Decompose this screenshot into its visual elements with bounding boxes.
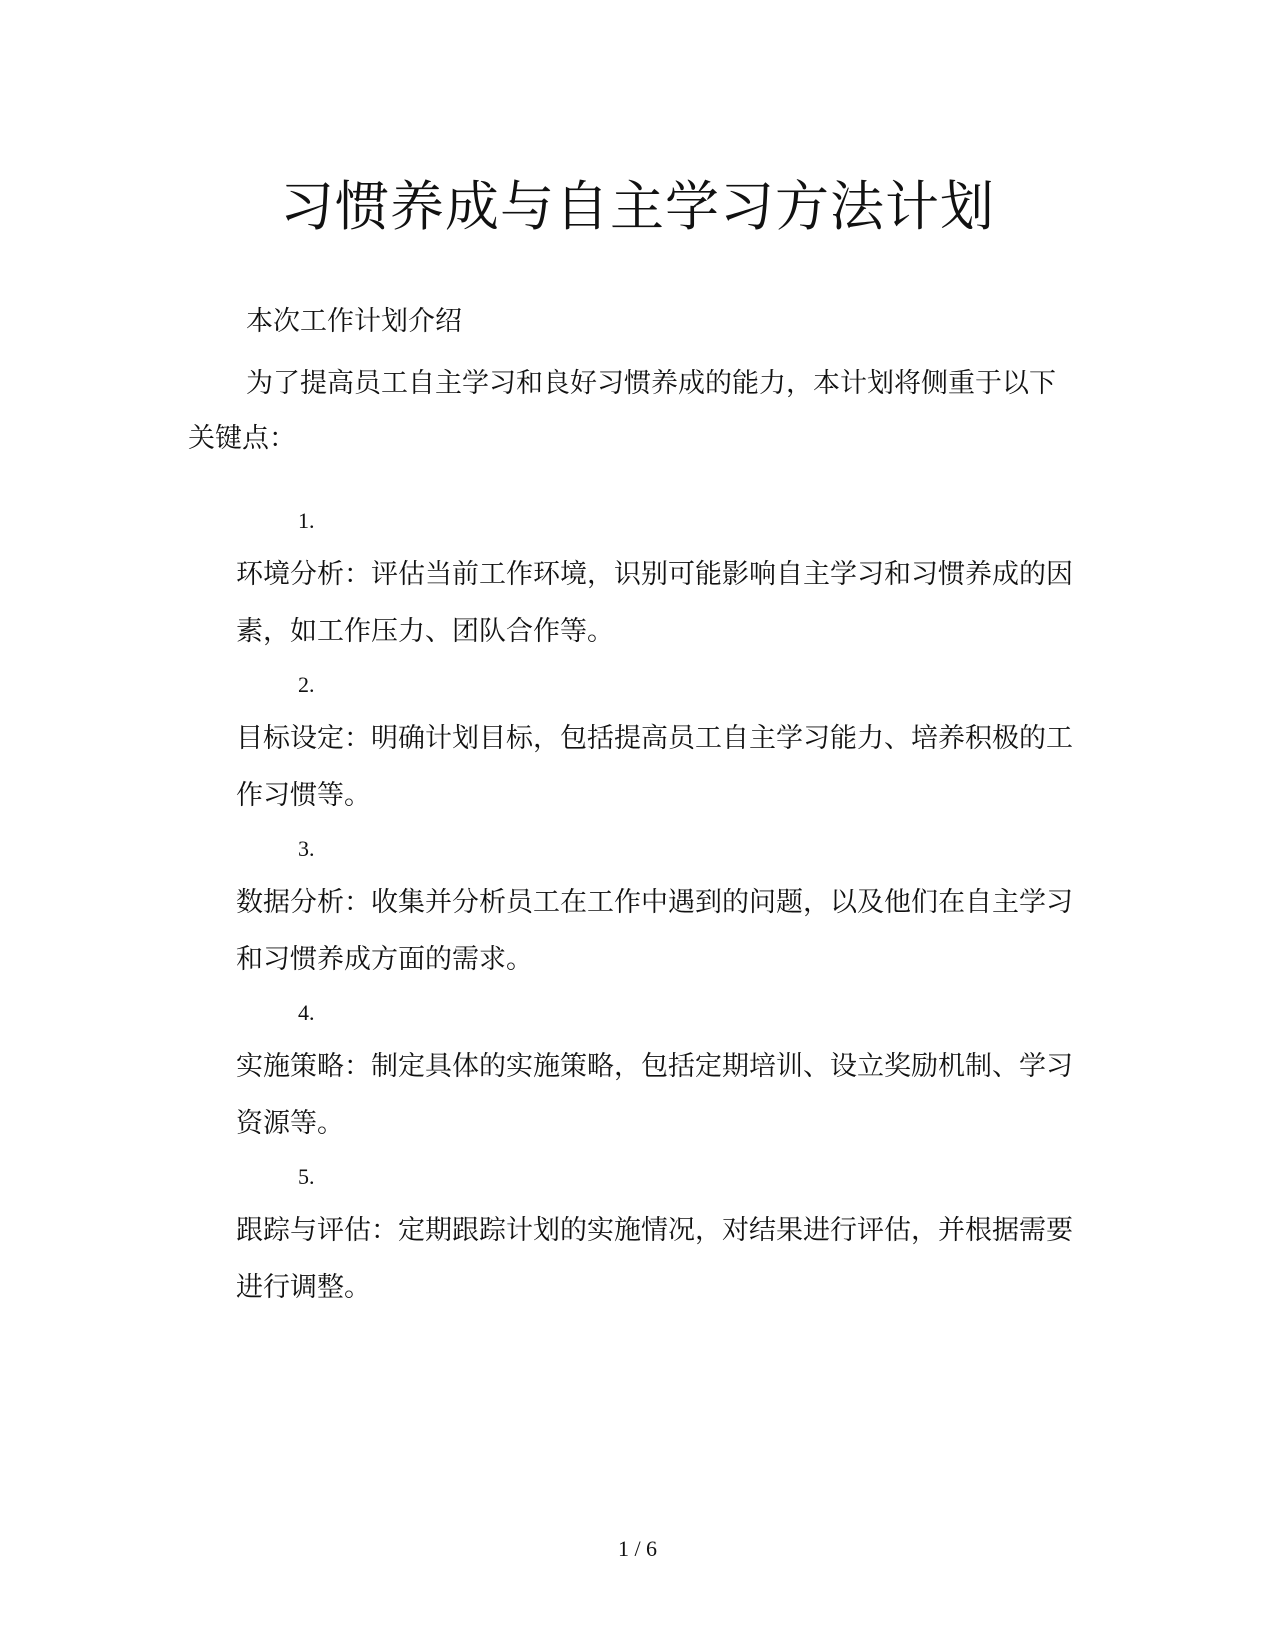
list-item-text: 目标设定：明确计划目标，包括提高员工自主学习能力、培养积极的工作习惯等。 [236, 723, 1073, 811]
intro-paragraph: 为了提高员工自主学习和良好习惯养成的能力，本计划将侧重于以下关键点： [188, 368, 1056, 454]
list-item-text: 数据分析：收集并分析员工在工作中遇到的问题，以及他们在自主学习和习惯养成方面的需求。 [236, 887, 1073, 975]
list-item-text: 环境分析：评估当前工作环境，识别可能影响自主学习和习惯养成的因素，如工作压力、团队合作等。 [236, 559, 1073, 647]
list-item [236, 834, 1076, 988]
document-title: 习惯养成与自主学习方法计划 [280, 175, 995, 238]
list-item-number: 5. [298, 1164, 315, 1189]
list-item [236, 1162, 1076, 1316]
intro-heading: 本次工作计划介绍 [246, 306, 462, 337]
key-points-list [236, 506, 1076, 1326]
list-item-text: 实施策略：制定具体的实施策略，包括定期培训、设立奖励机制、学习资源等。 [236, 1051, 1073, 1139]
list-item-number: 3. [298, 836, 315, 861]
list-item [236, 670, 1076, 824]
list-item-number: 1. [298, 508, 315, 533]
list-item-number: 2. [298, 672, 315, 697]
list-item-text: 跟踪与评估：定期跟踪计划的实施情况，对结果进行评估，并根据需要进行调整。 [236, 1215, 1073, 1303]
list-item [236, 998, 1076, 1152]
page-number: 1 / 6 [617, 1536, 658, 1561]
list-item-number: 4. [298, 1000, 315, 1025]
list-item [236, 506, 1076, 660]
